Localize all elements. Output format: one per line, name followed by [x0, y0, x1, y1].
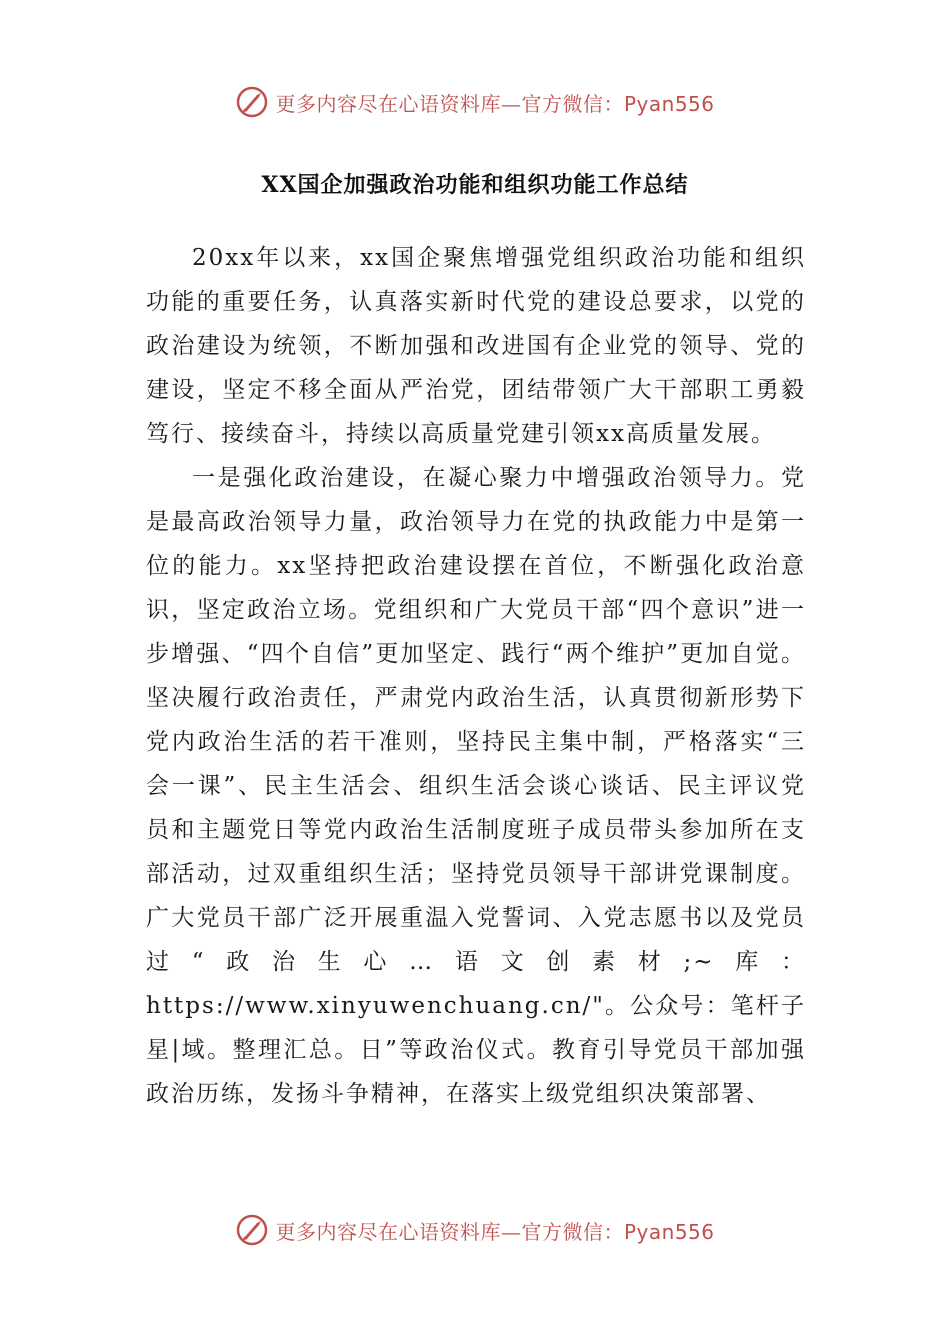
header-banner-wechat: Pyan556: [623, 91, 715, 116]
quill-pen-logo-icon: [235, 1213, 269, 1247]
header-banner-text: [275, 88, 714, 117]
paragraph-intro: 20xx年以来，xx国企聚焦增强党组织政治功能和组织功能的重要任务，认真落实新时代党的建设总要求，以党的政治建设为统领，不断加强和改进国有企业党的领导、党的建设，坚定不移全面从严治党，团结带领广大干部职工勇毅笃行、接续奋斗，持续以高质量党建引领xx高质量发展。: [146, 245, 806, 447]
footer-banner: [0, 1210, 950, 1250]
footer-banner-wechat: Pyan556: [623, 1219, 715, 1244]
quill-pen-logo-icon: [235, 85, 269, 119]
footer-banner-main: 更多内容尽在心语资料库—官方微信：: [275, 1219, 624, 1244]
document-title: XX国企加强政治功能和组织功能工作总结: [261, 172, 689, 198]
footer-banner-text: [275, 1216, 714, 1245]
document-body: [146, 236, 806, 1116]
header-banner: [0, 82, 950, 122]
paragraph-political-building: 一是强化政治建设，在凝心聚力中增强政治领导力。党是最高政治领导力量，政治领导力在党的执政能力中是第一位的能力。xx坚持把政治建设摆在首位，不断强化政治意识，坚定政治立场。党组织和广大党员干部“四个意识”进一步增强、“四个自信”更加坚定、践行“两个维护”更加自觉。坚决履行政治责任，严肃党内政治生活，认真贯彻新形势下党内政治生活的若干准则，坚持民主集中制，严格落实“三会一课”、民主生活会、组织生活会谈心谈话、民主评议党员和主题党日等党内政治生活制度班子成员带头参加所在支部活动，过双重组织生活；坚持党员领导干部讲党课制度。广大党员干部广泛开展重温入党誓词、入党志愿书以及党员过“政治生心…语文创素材;~库：https://www.xinyuwenchuang.cn/"。公众号：笔杆子星|域。整理汇总。日”等政治仪式。教育引导党员干部加强政治历练，发扬斗争精神，在落实上级党组织决策部署、: [146, 465, 806, 1107]
header-banner-main: 更多内容尽在心语资料库—官方微信：: [275, 91, 624, 116]
